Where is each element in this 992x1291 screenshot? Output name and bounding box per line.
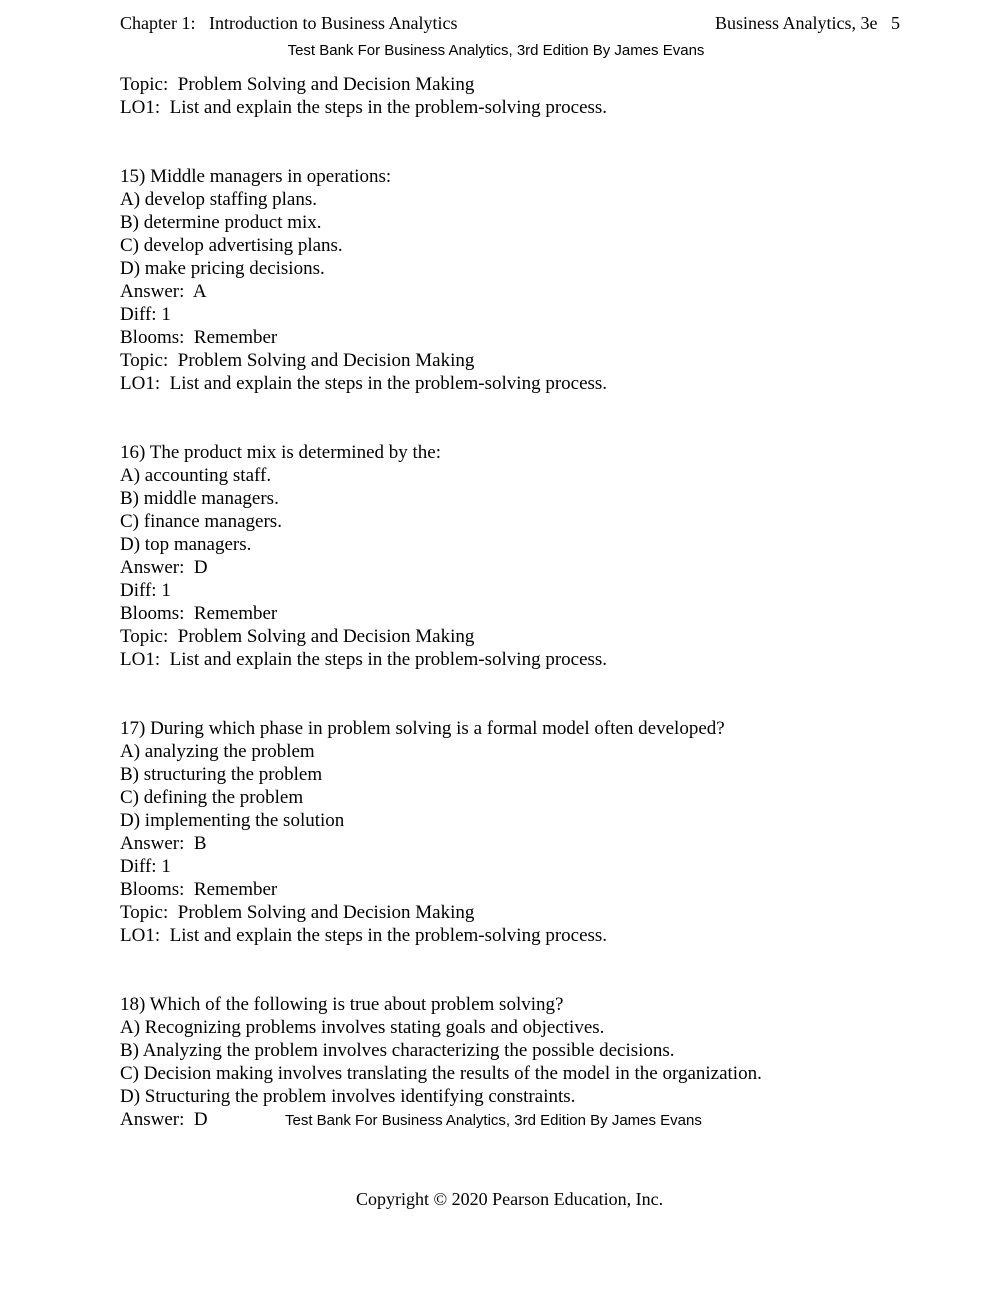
question-block	[120, 993, 920, 1131]
header-chapter: Chapter 1: Introduction to Business Analytics	[120, 13, 458, 33]
answer: Answer: B	[120, 833, 207, 854]
option-a: A) develop staffing plans.	[120, 189, 317, 210]
difficulty: Diff: 1	[120, 304, 171, 325]
topic: Topic: Problem Solving and Decision Making	[120, 626, 475, 647]
question-block	[120, 717, 920, 947]
question-text: 17) During which phase in problem solving is a formal model often developed?	[120, 718, 725, 739]
option-b: B) Analyzing the problem involves characterizing the possible decisions.	[120, 1040, 675, 1061]
learning-objective: LO1: List and explain the steps in the problem-solving process.	[120, 925, 608, 946]
option-d: D) top managers.	[120, 534, 252, 555]
learning-objective: LO1: List and explain the steps in the problem-solving process.	[120, 649, 608, 670]
question-block	[120, 165, 920, 395]
watermark-bottom: Test Bank For Business Analytics, 3rd Edition By James Evans	[285, 1112, 702, 1129]
option-c: C) Decision making involves translating the results of the model in the organization.	[120, 1063, 762, 1084]
difficulty: Diff: 1	[120, 856, 171, 877]
option-c: C) defining the problem	[120, 787, 304, 808]
intro-lo: LO1: List and explain the steps in the problem-solving process.	[120, 97, 608, 118]
question-text: 15) Middle managers in operations:	[120, 166, 392, 187]
learning-objective: LO1: List and explain the steps in the problem-solving process.	[120, 373, 608, 394]
intro-topic: Topic: Problem Solving and Decision Making	[120, 74, 475, 95]
option-b: B) determine product mix.	[120, 212, 322, 233]
option-a: A) accounting staff.	[120, 465, 272, 486]
option-a: A) analyzing the problem	[120, 741, 315, 762]
option-c: C) develop advertising plans.	[120, 235, 343, 256]
topic: Topic: Problem Solving and Decision Making	[120, 350, 475, 371]
option-d: D) implementing the solution	[120, 810, 345, 831]
blooms: Blooms: Remember	[120, 327, 278, 348]
answer: Answer: D	[120, 1109, 208, 1130]
option-c: C) finance managers.	[120, 511, 282, 532]
topic: Topic: Problem Solving and Decision Making	[120, 902, 475, 923]
option-d: D) Structuring the problem involves identifying constraints.	[120, 1086, 576, 1107]
question-block	[120, 441, 920, 671]
header-book: Business Analytics, 3e 5	[715, 13, 900, 33]
option-a: A) Recognizing problems involves stating goals and objectives.	[120, 1017, 605, 1038]
copyright-footer: Copyright © 2020 Pearson Education, Inc.	[355, 1189, 664, 1209]
watermark-top: Test Bank For Business Analytics, 3rd Edition By James Evans	[287, 42, 705, 59]
difficulty: Diff: 1	[120, 580, 171, 601]
answer: Answer: D	[120, 557, 208, 578]
question-text: 16) The product mix is determined by the:	[120, 442, 441, 463]
answer: Answer: A	[120, 281, 207, 302]
blooms: Blooms: Remember	[120, 603, 278, 624]
option-b: B) middle managers.	[120, 488, 279, 509]
question-text: 18) Which of the following is true about problem solving?	[120, 994, 564, 1015]
option-d: D) make pricing decisions.	[120, 258, 325, 279]
blooms: Blooms: Remember	[120, 879, 278, 900]
document-body	[120, 73, 920, 1131]
option-b: B) structuring the problem	[120, 764, 323, 785]
